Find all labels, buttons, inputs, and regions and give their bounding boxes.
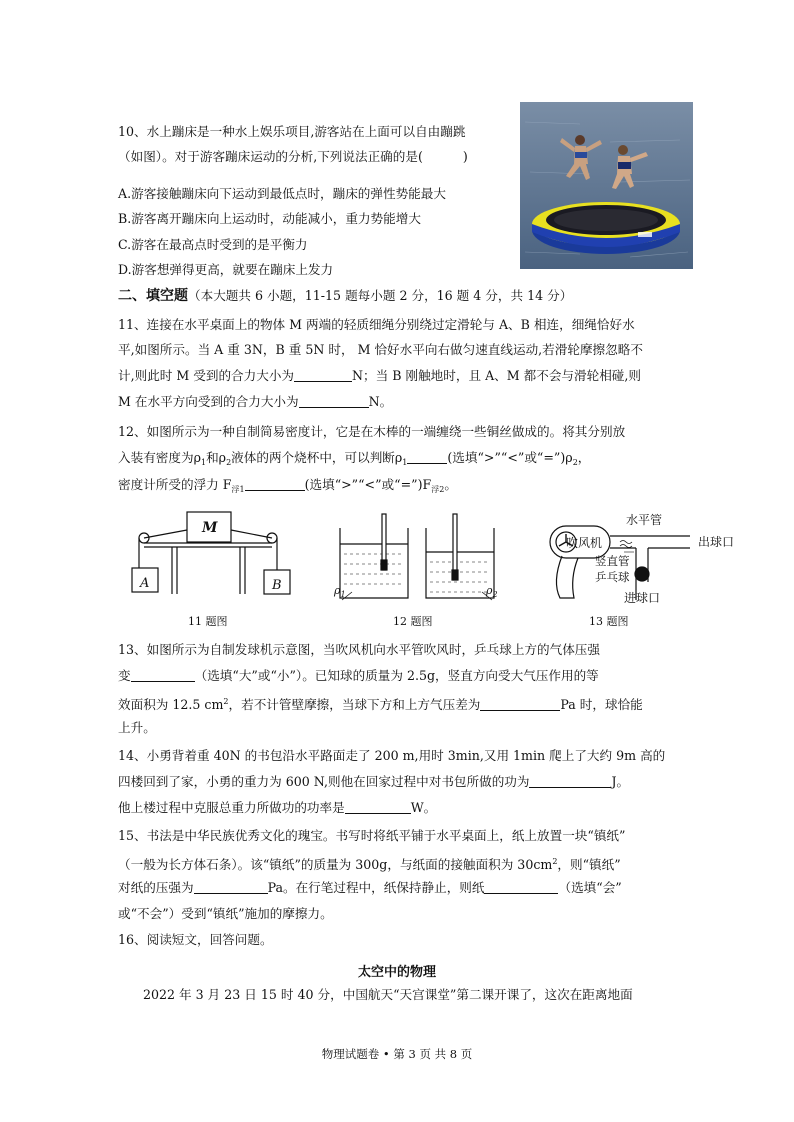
label-horizontal-tube: 水平管	[626, 513, 663, 527]
label-ball: 乒乓球	[595, 570, 630, 584]
label-m: M	[202, 520, 218, 536]
q12-blank-1[interactable]	[407, 450, 447, 464]
figure-13-caption: 13 题图	[589, 615, 629, 628]
figure-12	[338, 514, 498, 604]
q14-line1: 14、小勇背着重 40N 的书包沿水平路面走了 200 m,用时 3min,又用 1min 爬上了大约 9m 高的	[118, 748, 666, 763]
q11-blank-2[interactable]	[299, 394, 369, 408]
q14-blank-1[interactable]	[529, 774, 611, 788]
label-vertical-tube: 竖直管	[595, 554, 630, 568]
label-a: A	[140, 576, 150, 591]
section-2-heading: 二、填空题（本大题共 6 小题，11-15 题每小题 2 分，16 题 4 分，共 14 分）	[118, 288, 573, 304]
q13-line1: 13、如图所示为自制发球机示意图，当吹风机向水平管吹风时，乒乓球上方的气体压强	[118, 642, 600, 657]
label-rho1: $\rho_1$	[334, 584, 346, 599]
q11-line2: 平,如图所示。当 A 重 3N，B 重 5N 时， M 恰好水平向右做匀速直线运动,若滑轮摩擦忽略不	[118, 342, 643, 357]
q15-blank-2[interactable]	[484, 880, 558, 894]
q11-blank-1[interactable]	[294, 368, 352, 382]
q10-option-a: A.游客接触蹦床向下运动到最低点时，蹦床的弹性势能最大	[118, 186, 446, 201]
q13-blank-2[interactable]	[480, 697, 560, 711]
q15-line3: 对纸的压强为 Pa。在行笔过程中，纸保持静止，则纸 （选填“会”	[118, 880, 622, 895]
q10-option-c: C.游客在最高点时受到的是平衡力	[118, 237, 308, 252]
q14-line3: 他上楼过程中克服总重力所做功的功率是 W。	[118, 800, 437, 815]
q10-stem-line1: 10、水上蹦床是一种水上娱乐项目,游客站在上面可以自由蹦跳	[118, 124, 466, 139]
q16-line1: 16、阅读短文，回答问题。	[118, 932, 273, 947]
figure-12-caption: 12 题图	[393, 615, 433, 628]
q10-stem-line2: （如图）。对于游客蹦床运动的分析,下列说法正确的是( )	[118, 149, 468, 164]
ping-pong-ball	[635, 567, 649, 581]
label-b: B	[272, 578, 282, 593]
q14-line2: 四楼回到了家，小勇的重力为 600 N,则他在回家过程中对书包所做的功为 J。	[118, 774, 630, 789]
q15-line2: （一般为长方体石条）。该“镇纸”的质量为 300g，与纸面的接触面积为 $30cm^2$，则“镇纸”	[118, 857, 621, 872]
q13-line4: 上升。	[118, 720, 156, 735]
figure-11-caption: 11 题图	[188, 615, 228, 628]
q12-line3: 密度计所受的浮力 $F_{浮1}$ (选填“>”“<”或“$=”)F_{浮2}$。	[118, 477, 457, 494]
page-footer: 物理试题卷 • 第 3 页 共 8 页	[321, 1047, 473, 1061]
q15-line1: 15、书法是中华民族优秀文化的瑰宝。书写时将纸平铺于水平桌面上，纸上放置一块“镇纸”	[118, 828, 626, 843]
q11-line3: 计,则此时 M 受到的合力大小为 N；当 B 刚触地时，且 A、M 都不会与滑轮相碰,则	[118, 368, 641, 383]
q10-option-d: D.游客想弹得更高，就要在蹦床上发力	[118, 262, 334, 277]
q15-blank-1[interactable]	[194, 880, 268, 894]
q12-line1: 12、如图所示为一种自制简易密度计，它是在木棒的一端缠绕一些铜丝做成的。将其分别放	[118, 424, 626, 439]
q11-line1: 11、连接在水平桌面上的物体 M 两端的轻质细绳分别绕过定滑轮与 A、B 相连，细绳恰好水	[118, 317, 635, 332]
article-line1: 2022 年 3 月 23 日 15 时 40 分，中国航天“天宫课堂”第二课开课了，这次在距离地面	[143, 987, 633, 1002]
q13-line3: 效面积为 12.5 $cm^2$，若不计管壁摩擦，当球下方和上方气压差为 Pa 时，球恰能	[118, 697, 643, 712]
q10-option-b: B.游客离开蹦床向上运动时，动能减小，重力势能增大	[118, 211, 421, 226]
q15-line4: 或“不会”）受到“镇纸”施加的摩擦力。	[118, 906, 333, 921]
q13-line2: 变 （选填“大”或“小”）。已知球的质量为 2.5g，竖直方向受大气压作用的等	[118, 668, 599, 683]
q12-blank-2[interactable]	[245, 477, 305, 491]
label-outlet: 出球口	[698, 535, 735, 549]
label-rho2: $\rho_2$	[486, 584, 498, 599]
q13-blank-1[interactable]	[131, 668, 195, 682]
q14-blank-2[interactable]	[345, 800, 411, 814]
trampoline-photo	[520, 102, 693, 269]
q12-line2: 入装有密度为$\rho_1$和$\rho_2$液体的两个烧杯中，可以判断$\rho_1$ (选填“>”“<”或“$=”)\rho_2$，	[118, 450, 591, 467]
label-blower: 吹风机	[566, 536, 603, 550]
label-inlet: 进球口	[624, 591, 661, 605]
q11-line4: M 在水平方向受到的合力大小为 N。	[118, 394, 393, 409]
article-title: 太空中的物理	[357, 965, 436, 980]
